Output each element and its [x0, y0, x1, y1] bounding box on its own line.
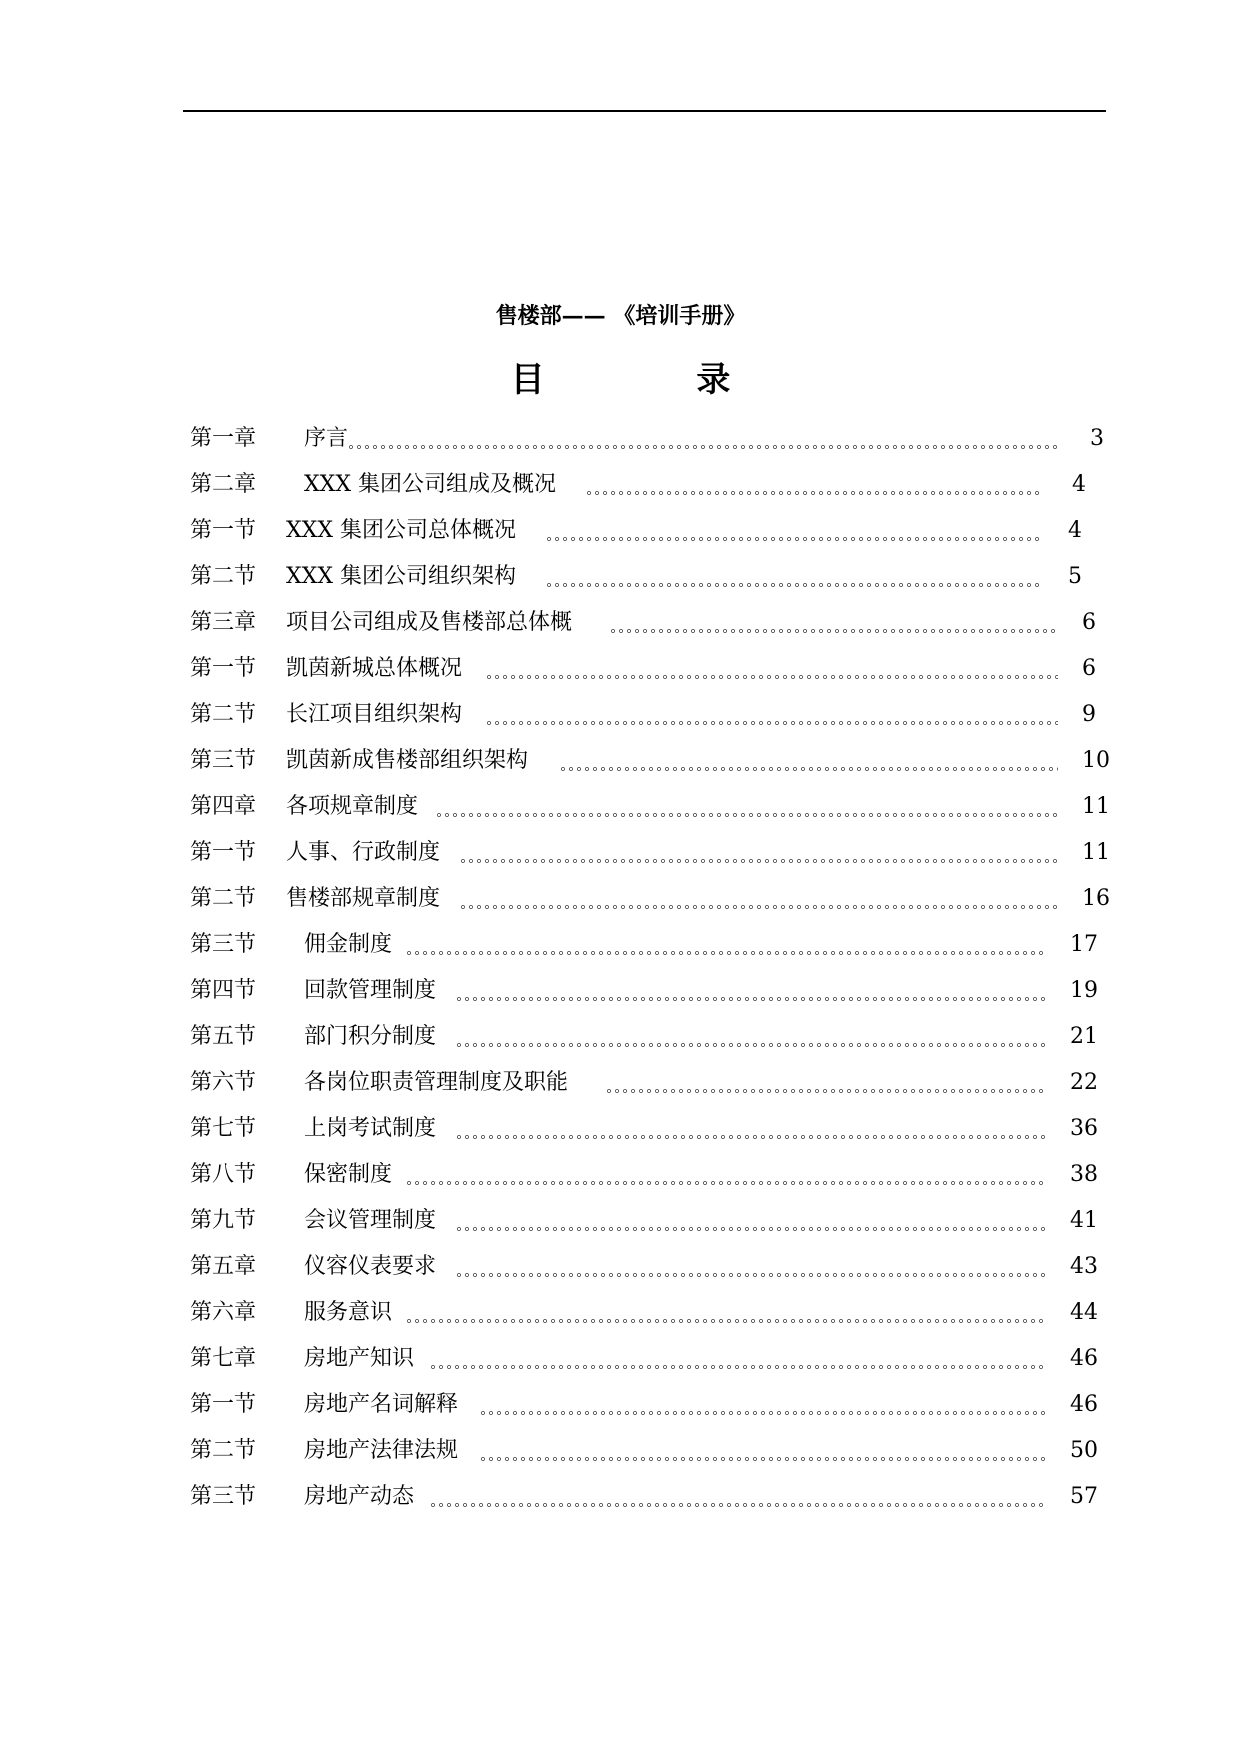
dot-leader — [436, 813, 1058, 817]
toc-entry-title: 房地产名词解释 — [304, 1382, 460, 1428]
toc-entry-title: 上岗考试制度 — [304, 1106, 438, 1152]
toc-entry-title: 保密制度 — [304, 1152, 394, 1198]
toc-entry-label: 第六节 — [190, 1070, 257, 1095]
dot-leader — [486, 721, 1058, 725]
toc-entry-title: 佣金制度 — [304, 922, 394, 968]
toc-entry[interactable] — [190, 508, 1110, 554]
dot-leader — [546, 537, 1040, 541]
toc-entry-label: 第五节 — [190, 1024, 257, 1049]
dot-leader — [456, 997, 1046, 1001]
toc-entry-title: 凯茵新成售楼部组织架构 — [286, 738, 530, 784]
toc-entry-page: 21 — [1070, 1024, 1098, 1049]
toc-entry-label: 第二章 — [190, 472, 257, 497]
dot-leader — [546, 583, 1040, 587]
toc-entry-title: 房地产知识 — [304, 1336, 416, 1382]
toc-entry[interactable] — [190, 1428, 1110, 1474]
toc-entry-label: 第五章 — [190, 1254, 257, 1279]
toc-entry-page: 4 — [1068, 518, 1082, 543]
toc-entry-page: 43 — [1070, 1254, 1098, 1279]
toc-entry[interactable] — [190, 1198, 1110, 1244]
toc-entry-title: 各岗位职责管理制度及职能 — [304, 1060, 570, 1106]
toc-entry-label: 第三节 — [190, 1484, 257, 1509]
toc-entry[interactable] — [190, 1244, 1110, 1290]
toc-entry-label: 第一节 — [190, 518, 257, 543]
toc-entry-title: 部门积分制度 — [304, 1014, 438, 1060]
dot-leader — [460, 859, 1058, 863]
toc-entry[interactable] — [190, 462, 1110, 508]
toc-entry[interactable] — [190, 922, 1110, 968]
dot-leader — [560, 767, 1058, 771]
toc-entry[interactable] — [190, 1290, 1110, 1336]
dot-leader — [456, 1227, 1046, 1231]
toc-entry-page: 36 — [1070, 1116, 1098, 1141]
toc-entry-label: 第九节 — [190, 1208, 257, 1233]
toc-entry-title: 服务意识 — [304, 1290, 394, 1336]
toc-entry-title: 凯茵新城总体概况 — [286, 646, 464, 692]
dot-leader — [610, 629, 1058, 633]
dot-leader — [480, 1411, 1046, 1415]
toc-entry-page: 22 — [1070, 1070, 1098, 1095]
toc-entry-page: 41 — [1070, 1208, 1098, 1233]
toc-entry-title: XXX 集团公司组织架构 — [286, 554, 518, 600]
dot-leader — [456, 1135, 1046, 1139]
dot-leader — [460, 905, 1058, 909]
toc-entry[interactable] — [190, 554, 1110, 600]
toc-entry-label: 第六章 — [190, 1300, 257, 1325]
toc-entry-page: 5 — [1068, 564, 1082, 589]
toc-entry[interactable] — [190, 1474, 1110, 1520]
toc-entry-page: 44 — [1070, 1300, 1098, 1325]
toc-entry[interactable] — [190, 830, 1110, 876]
toc-entry-title: XXX 集团公司总体概况 — [286, 508, 518, 554]
toc-entry-label: 第七章 — [190, 1346, 257, 1371]
toc-entry-page: 11 — [1082, 840, 1110, 865]
toc-entry-page: 10 — [1082, 748, 1110, 773]
dot-leader — [456, 1273, 1046, 1277]
toc-entry-label: 第二节 — [190, 702, 257, 727]
toc-entry[interactable] — [190, 876, 1110, 922]
dot-leader — [406, 1319, 1046, 1323]
toc-entry-page: 50 — [1070, 1438, 1098, 1463]
toc-entry-title: 长江项目组织架构 — [286, 692, 464, 738]
toc-entry[interactable] — [190, 1336, 1110, 1382]
dot-leader — [406, 951, 1046, 955]
toc-entry-label: 第一章 — [190, 426, 257, 451]
table-of-contents — [190, 416, 1110, 1520]
toc-entry-page: 6 — [1082, 656, 1096, 681]
toc-entry-label: 第一节 — [190, 1392, 257, 1417]
toc-entry-label: 第三节 — [190, 748, 257, 773]
toc-entry-page: 9 — [1082, 702, 1096, 727]
toc-entry[interactable] — [190, 1152, 1110, 1198]
toc-entry-title: 项目公司组成及售楼部总体概 — [286, 600, 574, 646]
toc-entry-label: 第七节 — [190, 1116, 257, 1141]
toc-entry-page: 11 — [1082, 794, 1110, 819]
toc-entry[interactable] — [190, 692, 1110, 738]
toc-heading: 目 录 — [510, 360, 801, 400]
toc-entry[interactable] — [190, 1014, 1110, 1060]
toc-entry-page: 17 — [1070, 932, 1098, 957]
toc-entry[interactable] — [190, 784, 1110, 830]
toc-entry-page: 57 — [1070, 1484, 1098, 1509]
dot-leader — [586, 491, 1040, 495]
toc-entry-label: 第三节 — [190, 932, 257, 957]
toc-entry-page: 6 — [1082, 610, 1096, 635]
toc-entry-label: 第二节 — [190, 1438, 257, 1463]
toc-entry-title: 会议管理制度 — [304, 1198, 438, 1244]
toc-entry[interactable] — [190, 600, 1110, 646]
toc-entry-title: XXX 集团公司组成及概况 — [304, 462, 558, 508]
toc-entry-title: 各项规章制度 — [286, 784, 420, 830]
toc-entry-title: 房地产动态 — [304, 1474, 416, 1520]
toc-entry-label: 第二节 — [190, 886, 257, 911]
toc-entry[interactable] — [190, 1382, 1110, 1428]
toc-entry-label: 第四节 — [190, 978, 257, 1003]
toc-entry-title: 序言 — [304, 416, 350, 462]
toc-entry-page: 4 — [1072, 472, 1086, 497]
dot-leader — [348, 445, 1058, 449]
document-title: 售楼部—— 《培训手册》 — [495, 303, 746, 329]
toc-entry-label: 第一节 — [190, 840, 257, 865]
toc-entry[interactable] — [190, 646, 1110, 692]
toc-entry-page: 3 — [1090, 426, 1104, 451]
toc-entry-label: 第一节 — [190, 656, 257, 681]
toc-entry-page: 46 — [1070, 1346, 1098, 1371]
dot-leader — [456, 1043, 1046, 1047]
toc-entry-label: 第四章 — [190, 794, 257, 819]
toc-entry-label: 第二节 — [190, 564, 257, 589]
dot-leader — [486, 675, 1058, 679]
toc-entry-page: 46 — [1070, 1392, 1098, 1417]
dot-leader — [480, 1457, 1046, 1461]
toc-entry[interactable] — [190, 416, 1110, 462]
dot-leader — [406, 1181, 1046, 1185]
toc-entry-page: 38 — [1070, 1162, 1098, 1187]
dot-leader — [430, 1503, 1046, 1507]
toc-entry-title: 人事、行政制度 — [286, 830, 442, 876]
toc-entry[interactable] — [190, 738, 1110, 784]
toc-entry[interactable] — [190, 1106, 1110, 1152]
toc-entry-label: 第八节 — [190, 1162, 257, 1187]
toc-entry-title: 仪容仪表要求 — [304, 1244, 438, 1290]
toc-entry-page: 16 — [1082, 886, 1110, 911]
toc-entry[interactable] — [190, 1060, 1110, 1106]
toc-entry-label: 第三章 — [190, 610, 257, 635]
toc-entry[interactable] — [190, 968, 1110, 1014]
dot-leader — [606, 1089, 1046, 1093]
toc-entry-title: 售楼部规章制度 — [286, 876, 442, 922]
toc-entry-title: 房地产法律法规 — [304, 1428, 460, 1474]
dot-leader — [430, 1365, 1046, 1369]
toc-entry-page: 19 — [1070, 978, 1098, 1003]
toc-entry-title: 回款管理制度 — [304, 968, 438, 1014]
header-rule — [183, 110, 1106, 112]
